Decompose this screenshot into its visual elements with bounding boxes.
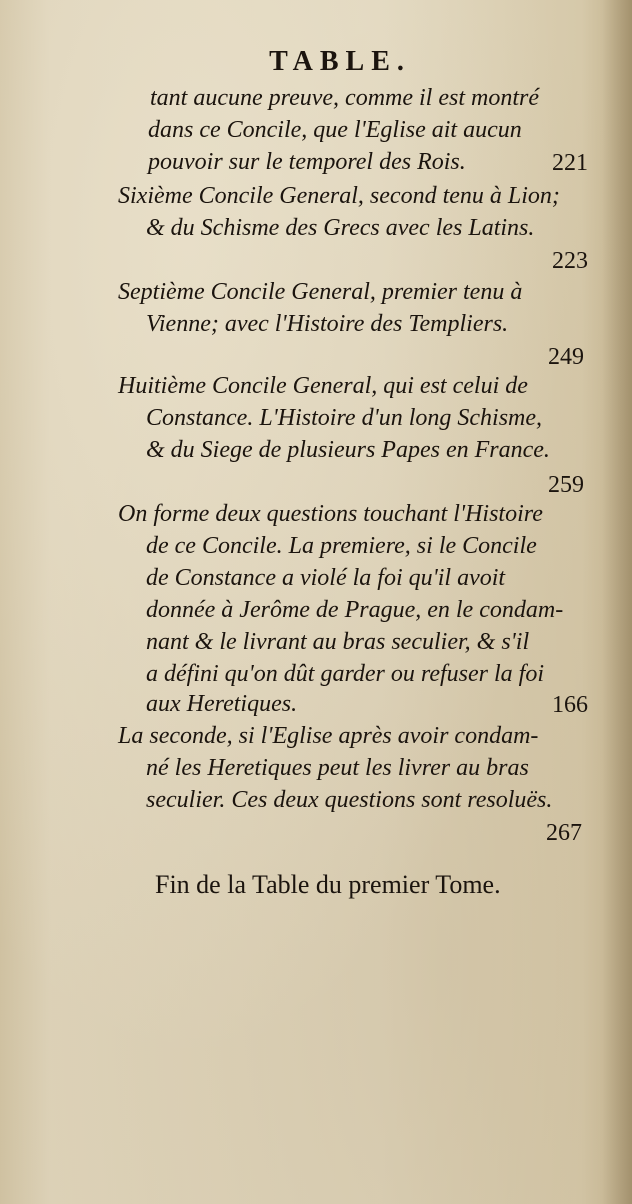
entry-5-line-7: aux Heretiques. <box>146 691 298 717</box>
end-of-table-line: Fin de la Table du premier Tome. <box>155 870 501 899</box>
entry-2-page-number: 223 <box>552 248 588 274</box>
entry-3-line-1: Septième Concile General, premier tenu à <box>118 279 523 305</box>
entry-6-line-1: La seconde, si l'Eglise après avoir condam- <box>118 723 539 749</box>
entry-2-line-1: Sixième Concile General, second tenu à Lion; <box>118 183 560 209</box>
entry-5-line-5: nant & le livrant au bras seculier, & s'il <box>146 629 530 655</box>
entry-1-page-number: 221 <box>552 150 588 176</box>
entry-5-line-1: On forme deux questions touchant l'Histoire <box>118 501 543 527</box>
entry-1-line-1: tant aucune preuve, comme il est montré <box>150 85 540 111</box>
entry-6-line-3: seculier. Ces deux questions sont resoluës. <box>146 787 553 813</box>
page-header: TABLE. <box>269 46 411 77</box>
entry-1-line-2: dans ce Concile, que l'Eglise ait aucun <box>148 117 522 143</box>
entry-2-line-2: & du Schisme des Grecs avec les Latins. <box>146 215 535 241</box>
entry-5-line-2: de ce Concile. La premiere, si le Concile <box>146 533 537 559</box>
entry-5-page-number: 166 <box>552 692 588 718</box>
entry-6-page-number: 267 <box>546 820 582 846</box>
entry-5-line-6: a défini qu'on dût garder ou refuser la foi <box>146 661 545 687</box>
entry-4-page-number: 259 <box>548 472 584 498</box>
entry-4-line-1: Huitième Concile General, qui est celui de <box>118 373 528 399</box>
entry-3-page-number: 249 <box>548 344 584 370</box>
entry-4-line-2: Constance. L'Histoire d'un long Schisme, <box>146 405 543 431</box>
page-edge-shadow <box>602 0 632 1204</box>
entry-1-line-3: pouvoir sur le temporel des Rois. <box>148 149 466 175</box>
entry-6-line-2: né les Heretiques peut les livrer au bras <box>146 755 529 781</box>
entry-3-line-2: Vienne; avec l'Histoire des Templiers. <box>146 311 509 337</box>
entry-5-line-4: donnée à Jerôme de Prague, en le condam- <box>146 597 564 623</box>
entry-4-line-3: & du Siege de plusieurs Papes en France. <box>146 437 550 463</box>
entry-5-line-3: de Constance a violé la foi qu'il avoit <box>146 565 506 591</box>
